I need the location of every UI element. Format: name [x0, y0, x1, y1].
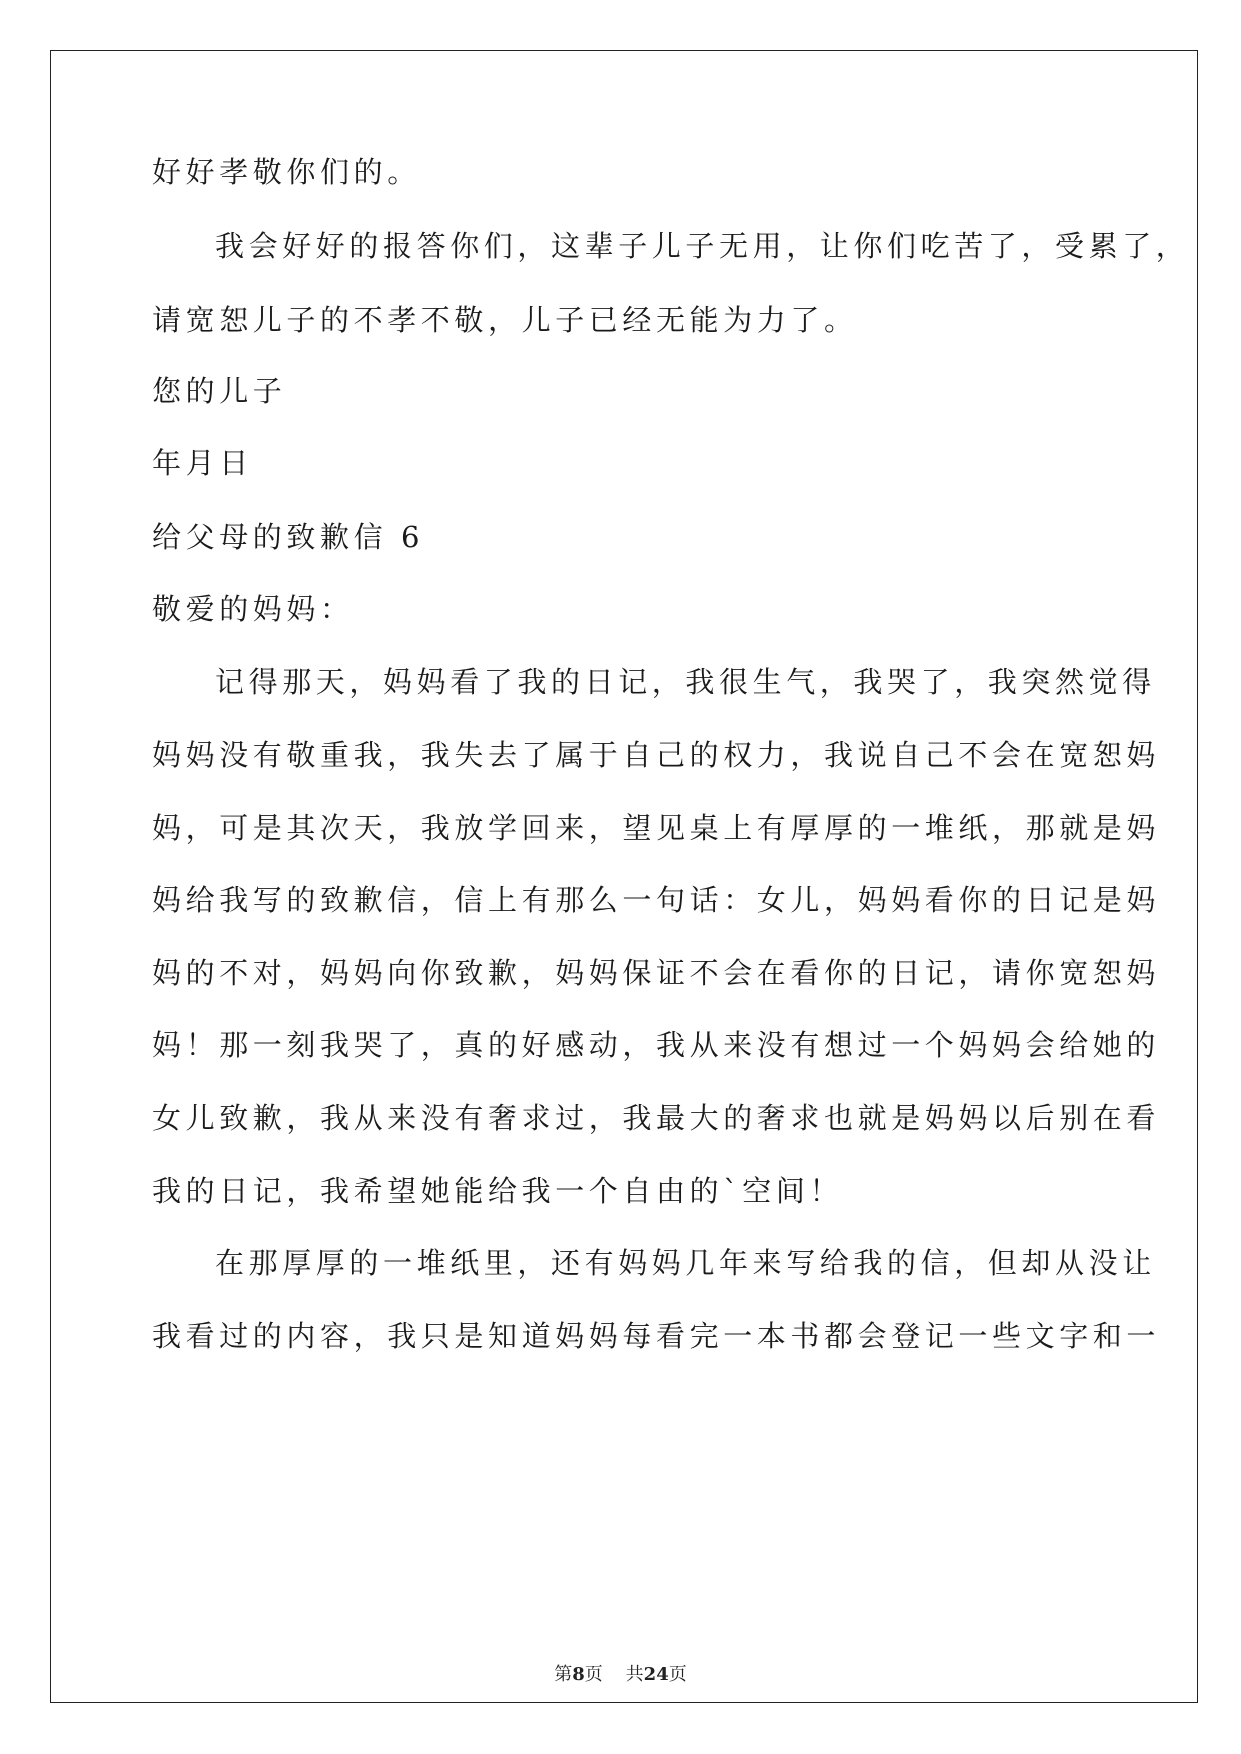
text-line: 妈的不对，妈妈向你致歉，妈妈保证不会在看你的日记，请你宽恕妈 — [152, 956, 1161, 990]
text-line: 妈！那一刻我哭了，真的好感动，我从来没有想过一个妈妈会给她的 — [152, 1028, 1161, 1062]
text-line: 女儿致歉，我从来没有奢求过，我最大的奢求也就是妈妈以后别在看 — [152, 1101, 1161, 1135]
total-pages: 24 — [643, 1664, 669, 1685]
signature-line: 您的儿子 — [152, 374, 287, 408]
page-number: 8 — [572, 1664, 585, 1685]
page-label-suffix: 页 — [584, 1664, 603, 1685]
text-line: 好好孝敬你们的。 — [152, 155, 421, 189]
total-label-suffix: 页 — [668, 1664, 687, 1685]
salutation: 敬爱的妈妈： — [152, 592, 354, 626]
paragraph-first-line: 在那厚厚的一堆纸里，还有妈妈几年来写给我的信，但却从没让 — [215, 1246, 1156, 1280]
text-line: 妈，可是其次天，我放学回来，望见桌上有厚厚的一堆纸，那就是妈 — [152, 811, 1161, 845]
text-line: 妈给我写的致歉信，信上有那么一句话：女儿，妈妈看你的日记是妈 — [152, 883, 1161, 917]
total-label-prefix: 共 — [625, 1664, 644, 1685]
page-label-prefix: 第 — [554, 1664, 573, 1685]
text-line: 妈妈没有敬重我，我失去了属于自己的权力，我说自己不会在宽恕妈 — [152, 738, 1161, 772]
section-title: 给父母的致歉信 6 — [152, 520, 425, 554]
text-line: 我看过的内容，我只是知道妈妈每看完一本书都会登记一些文字和一 — [152, 1319, 1161, 1353]
page-footer — [0, 1660, 1241, 1686]
page-border — [50, 50, 1198, 1703]
text-line: 请宽恕儿子的不孝不敬，儿子已经无能为力了。 — [152, 303, 858, 337]
paragraph-first-line: 我会好好的报答你们，这辈子儿子无用，让你们吃苦了，受累了， — [215, 229, 1190, 263]
paragraph-first-line: 记得那天，妈妈看了我的日记，我很生气，我哭了，我突然觉得 — [215, 665, 1156, 699]
text-line: 我的日记，我希望她能给我一个自由的`空间！ — [152, 1174, 844, 1208]
date-line: 年月日 — [152, 446, 253, 480]
